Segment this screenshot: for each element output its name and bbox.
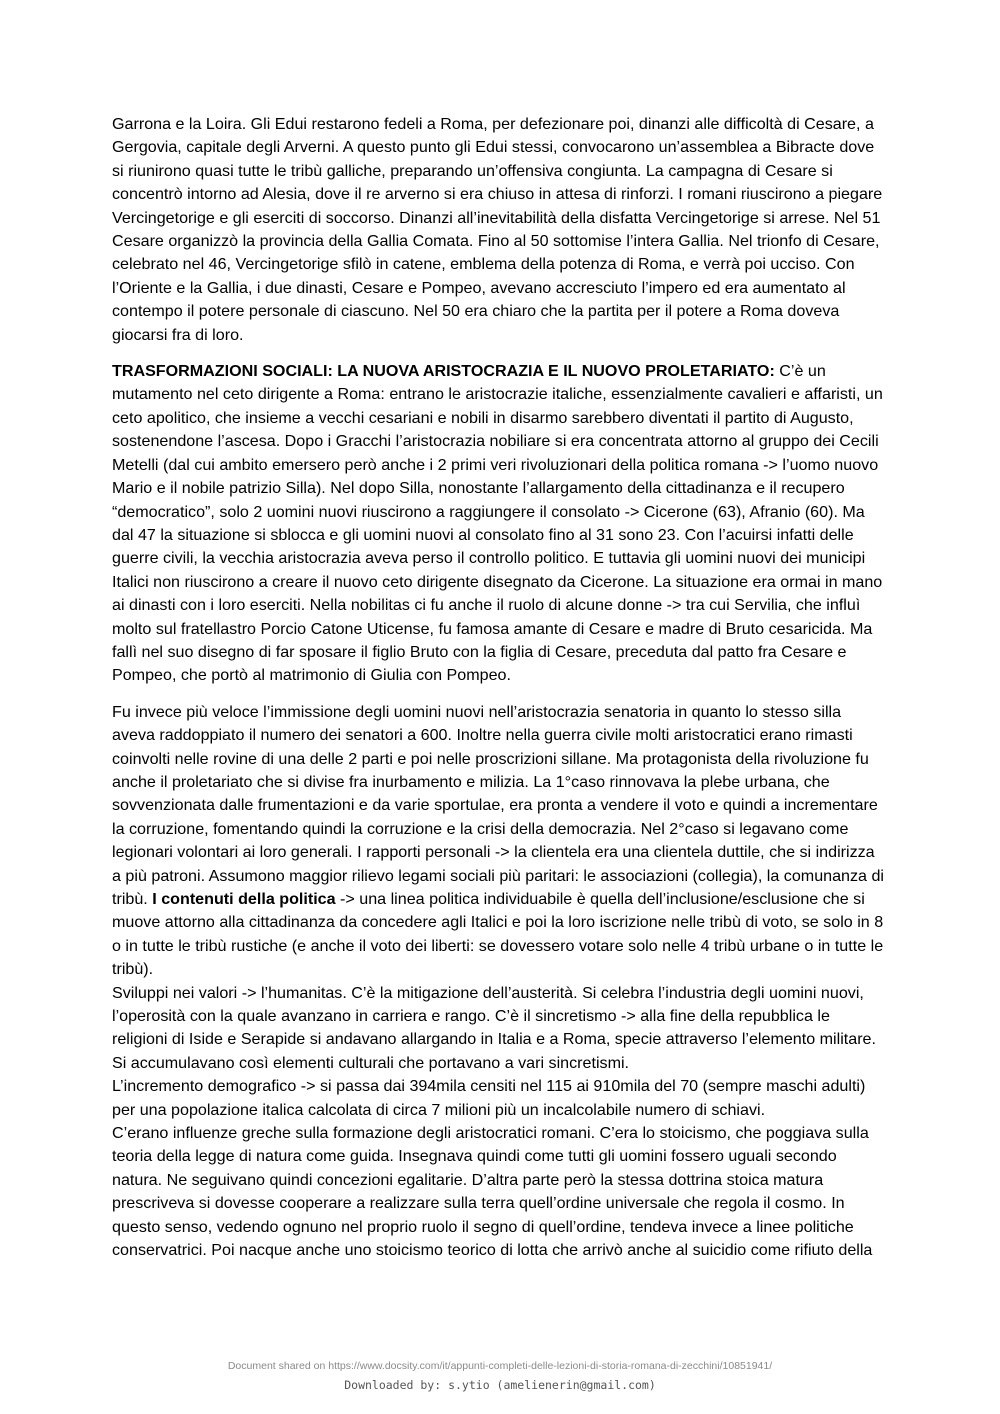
paragraph-senatorial-aristocracy — [112, 701, 888, 982]
paragraph-gallic-war: Garrona e la Loira. Gli Edui restarono fedeli a Roma, per defezionare poi, dinanzi alle difficoltà di Cesare, a Gergovia, capitale degli Arverni. A questo punto gli Edui stessi, convocarono un’assemblea a Bibracte dove si riunirono quasi tutte le tribù galliche, preparando un’offensiva congiunta. La campagna di Cesare si concentrò intorno ad Alesia, dove il re arverno si era chiuso in attesa di rinforzi. I romani riuscirono a piegare Vercingetorige e gli eserciti di soccorso. Dinanzi all’inevitabilità della disfatta Vercingetorige si arrese. Nel 51 Cesare organizzò la provincia della Gallia Comata. Fino al 50 sottomise l’intera Gallia. Nel trionfo di Cesare, celebrato nel 46, Vercingetorige sfilò in catene, emblema della potenza di Roma, e verrà poi ucciso. Con l’Oriente e la Gallia, i due dinasti, Cesare e Pompeo, avevano accresciuto l’impero ed era aumentato al contempo il potere personale di ciascuno. Nel 50 era chiaro che la partita per il potere a Roma doveva giocarsi fra di loro. — [112, 115, 883, 344]
section-heading: TRASFORMAZIONI SOCIALI: LA NUOVA ARISTOCRAZIA E IL NUOVO PROLETARIATO: — [112, 362, 775, 381]
footer-downloaded-by: Downloaded by: s.ytio (amelienerin@gmail.com) — [344, 1378, 656, 1392]
document-body — [112, 113, 888, 1263]
paragraph-text: C’è un mutamento nel ceto dirigente a Roma: entrano le aristocrazie italiche, essenzialmente cavalieri e affaristi, un ceto apolitico, che insieme a vecchi cesariani e nobili in disarmo sarebbero diventati il partito di Augusto, sostenendone l’ascesa. Dopo i Gracchi l’aristocrazia nobiliare si era concentrata attorno al gruppo dei Cecili Metelli (dal cui ambito emersero però anche i 2 primi veri rivoluzionari della politica romana -> l’uomo nuovo Mario e il nobile patrizio Silla). Nel dopo Silla, nonostante l’allargamento della cittadinanza e il recupero “democratico”, solo 2 uomini nuovi riuscirono a raggiungere il consolato -> Cicerone (63), Afranio (60). Ma dal 47 la situazione si sblocca e gli uomini nuovi al consolato fino al 31 sono 23. Con l’acuirsi infatti delle guerre civili, la vecchia aristocrazia aveva perso il controllo politico. E tuttavia gli uomini nuovi dei municipi Italici non riuscirono a creare il nuovo ceto dirigente disegnato da Cicerone. La situazione era ormai in mano ai dinasti con i loro eserciti. Nella nobilitas ci fu anche il ruolo di alcune donne -> tra cui Servilia, che influì molto sul fratellastro Porcio Catone Uticense, fu famosa amante di Cesare e madre di Bruto cesaricida. Ma fallì nel suo disegno di far sposare il figlio Bruto con la figlia di Cesare, preceduta dal patto fra Cesare e Pompeo, che portò al matrimonio di Giulia con Pompeo. — [112, 362, 883, 685]
footer-shared-link[interactable]: Document shared on https://www.docsity.com/it/appunti-completi-delle-lezioni-di-storia-romana-di-zecchini/10851941/ — [227, 1360, 773, 1372]
paragraph-demographics: L’incremento demografico -> si passa dai 394mila censiti nel 115 ai 910mila del 70 (sempre maschi adulti) per una popolazione italica calcolata di circa 7 milioni più un incalcolabile numero di schiavi. — [112, 1077, 866, 1119]
paragraph-text: Fu invece più veloce l’immissione degli uomini nuovi nell’aristocrazia senatoria in quanto lo stesso silla aveva raddoppiato il numero dei senatori a 600. Inoltre nella guerra civile molti aristocratici erano rimasti coinvolti nelle rovine di una delle 2 parti e poi nelle proscrizioni sillane. Ma protagonista della rivoluzione fu anche il proletariato che si divise fra inurbamento e milizia. La 1°caso rinnovava la plebe urbana, che sovvenzionata dalle frumentazioni e da varie sportulae, era pronta a vendere il voto e quindi a incrementare la corruzione, fomentando quindi la corruzione e la crisi della democrazia. Nel 2°caso si legavano come legionari volontari ai loro generali. I rapporti personali -> la clientela era una clientela duttile, che si indirizza a più patroni. Assumono maggior rilievo legami sociali più paritari: le associazioni (collegia), la comunanza di tribù. — [112, 702, 884, 908]
paragraph-text: -> una linea politica individuabile è quella dell’inclusione/esclusione che si muove attorno alla cittadinanza da concedere agli Italici e poi la loro iscrizione nelle tribù di voto, se solo in 8 o in tutte le tribù rustiche (e anche il voto dei liberti: se dovessero votare solo nelle 4 tribù urbane o in tutte le tribù). — [112, 890, 884, 979]
inline-heading: I contenuti della politica — [152, 890, 336, 908]
paragraph-social-transformations — [112, 360, 888, 688]
paragraph-stoicism: C’erano influenze greche sulla formazione degli aristocratici romani. C’era lo stoicismo, che poggiava sulla teoria della legge di natura come guida. Insegnava quindi come tutti gli uomini fossero uguali secondo natura. Ne seguivano quindi concezioni egalitarie. D’altra parte però la stessa dottrina stoica matura prescriveva si dovesse cooperare a realizzare sulla terra quell’ordine universale che regola il cosmo. In questo senso, vedendo ognuno nel proprio ruolo il segno di quell’ordine, tendeva invece a linee politiche conservatrici. Poi nacque anche uno stoicismo teorico di lotta che arrivò anche al suicidio come rifiuto della — [112, 1124, 873, 1260]
paragraph-values: Sviluppi nei valori -> l’humanitas. C’è la mitigazione dell’austerità. Si celebra l’industria degli uomini nuovi, l’operosità con la quale avanzano in carriera e rango. C’è il sincretismo -> alla fine della repubblica le religioni di Iside e Serapide si andavano allargando in Italia e a Roma, specie attraverso l’elemento militare. Si accumulavano così elementi culturali che portavano a vari sincretismi. — [112, 983, 876, 1072]
